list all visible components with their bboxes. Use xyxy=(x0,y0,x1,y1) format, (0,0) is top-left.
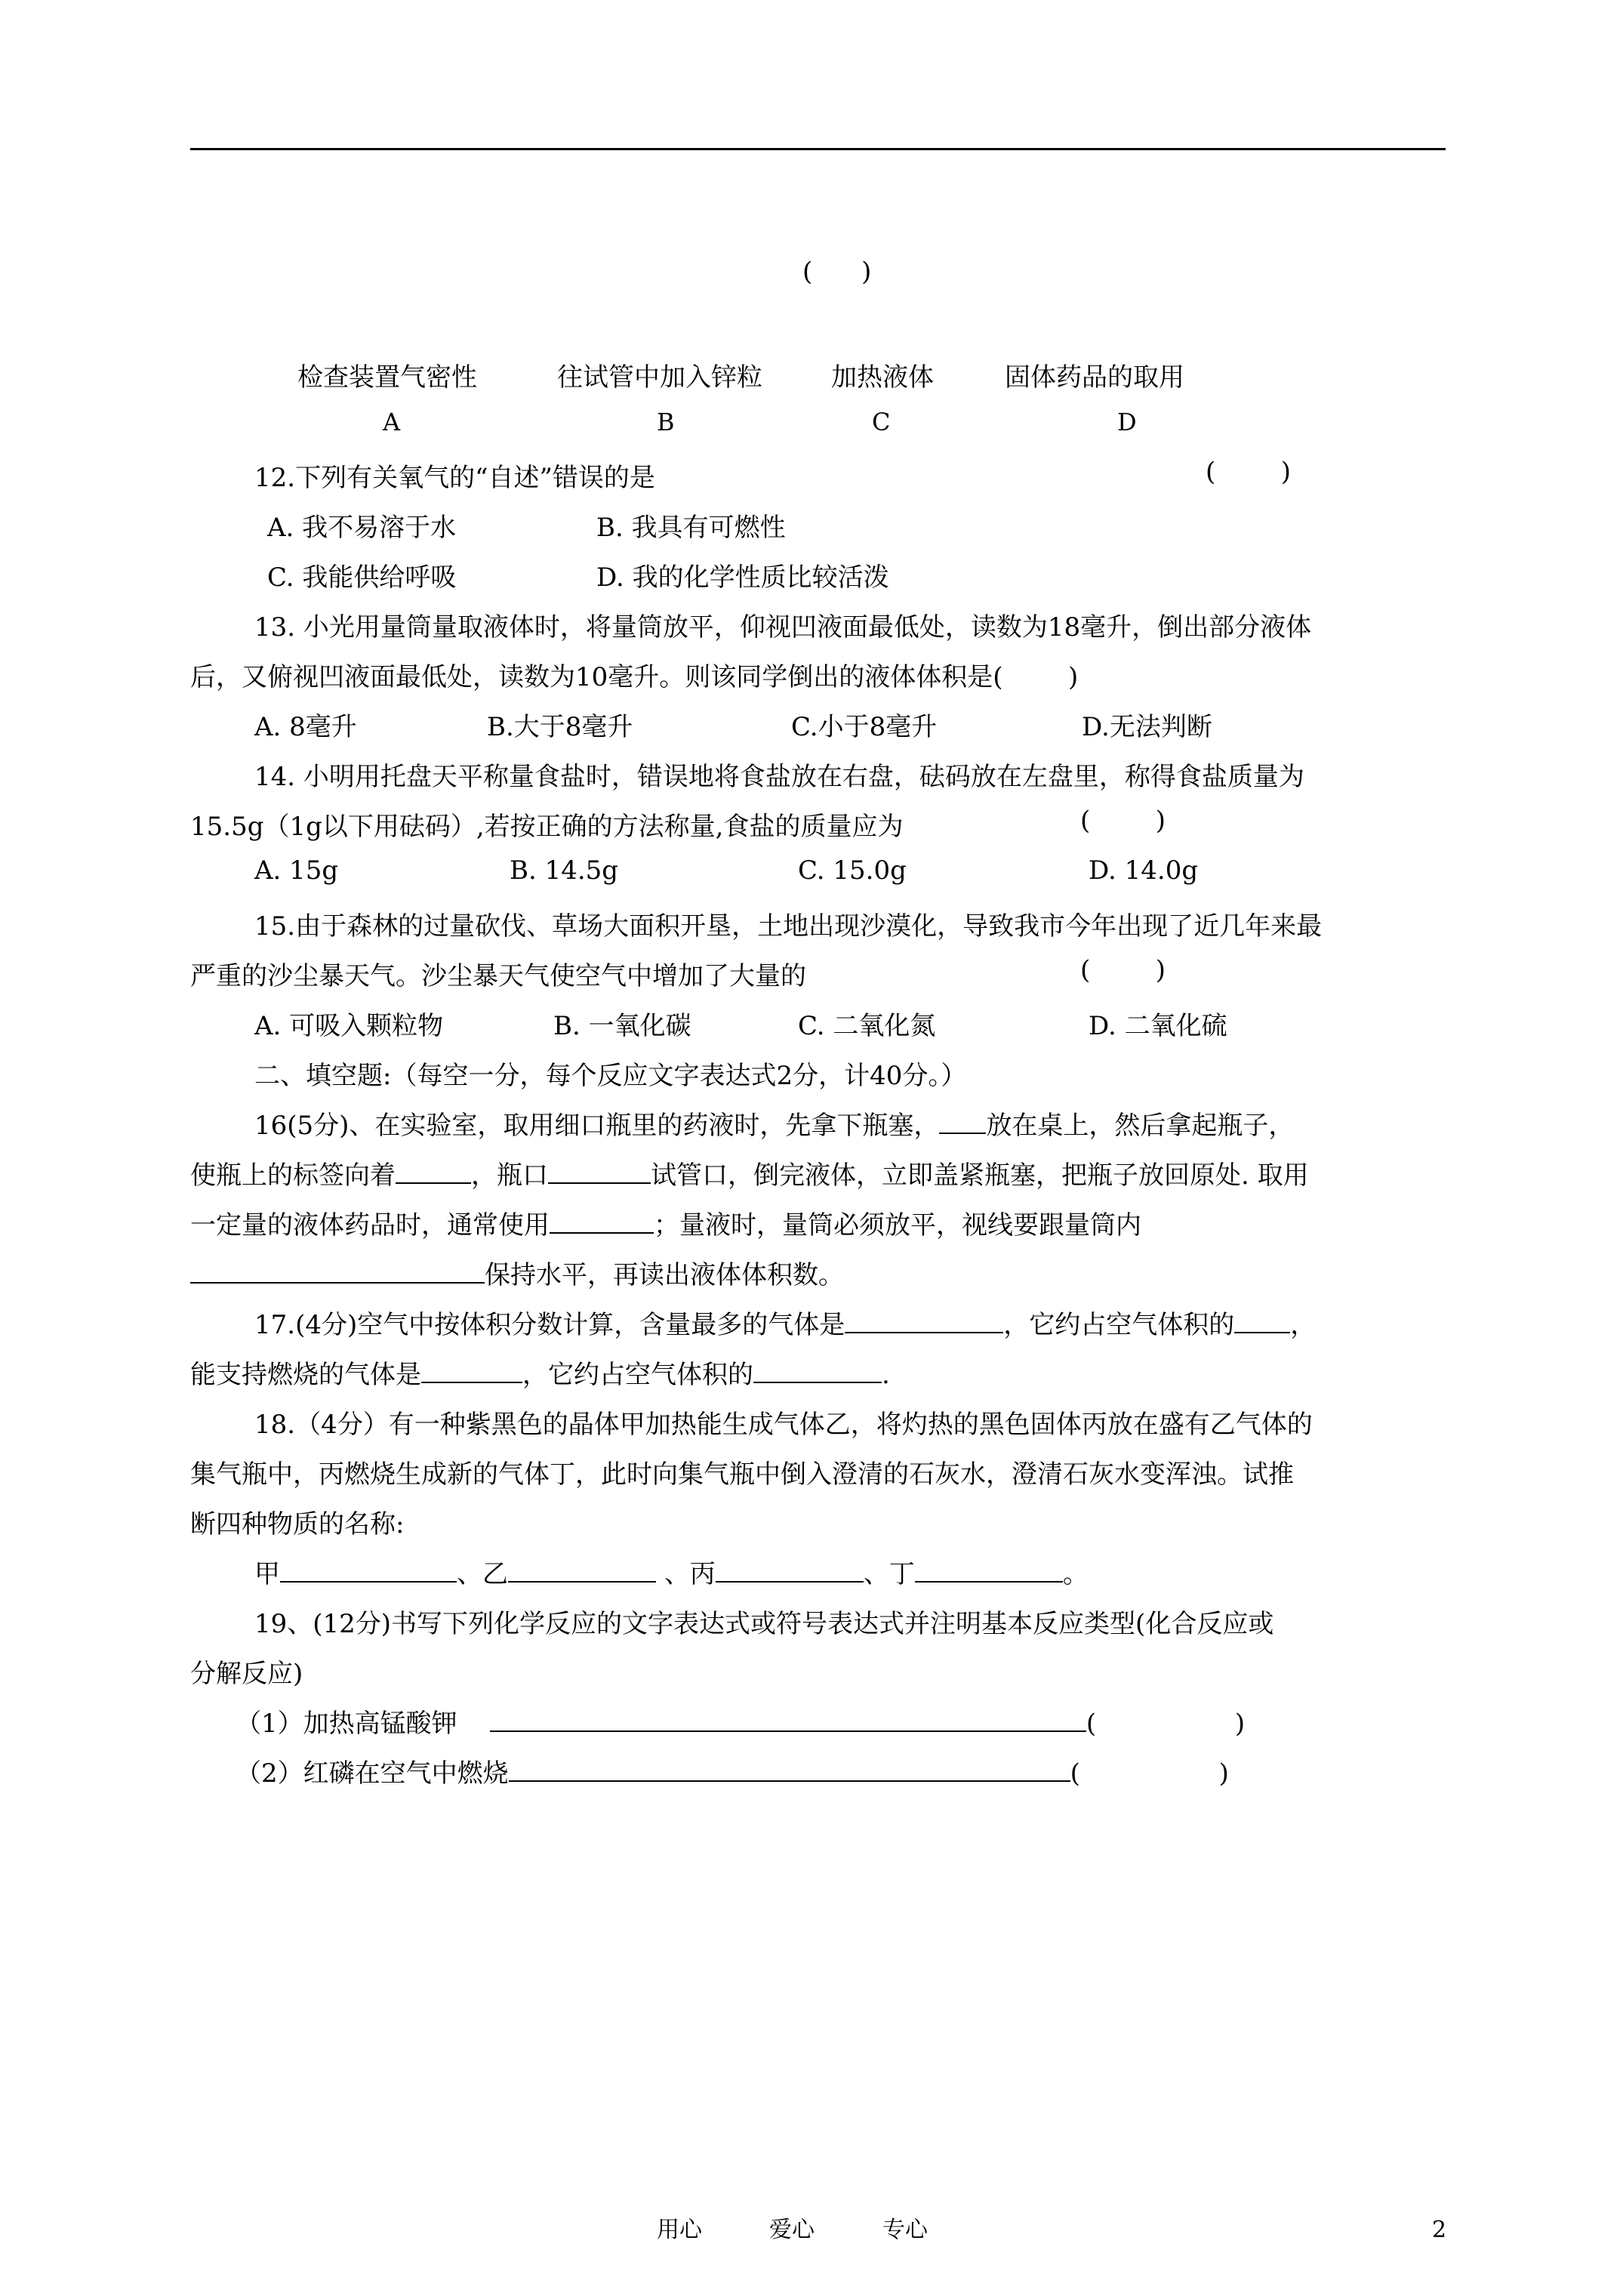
q18-line3: 断四种物质的名称: xyxy=(190,1509,405,1539)
q19-item2: （2）红磷在空气中燃烧 ( ) xyxy=(236,1752,1229,1789)
q13-line1: 13. 小光用量筒量取液体时，将量筒放平，仰视凹液面最低处，读数为18毫升，倒出部分液体 xyxy=(254,612,1312,643)
page-number: 2 xyxy=(1432,2217,1447,2243)
q17-line1: 17.(4分)空气中按体积分数计算，含量最多的气体是 ，它约占空气体积的 ， xyxy=(254,1304,1316,1341)
q15-bracket: ( ) xyxy=(1080,955,1166,985)
blank xyxy=(508,1555,656,1583)
q16-line1: 16(5分)、在实验室，取用细口瓶里的药液时，先拿下瓶塞， 放在桌上，然后拿起瓶子， xyxy=(254,1105,1294,1142)
blank xyxy=(396,1157,471,1184)
q14-option-d: D. 14.0g xyxy=(1089,855,1199,886)
figure-caption-d: 固体药品的取用 xyxy=(1005,362,1184,393)
q12-option-a: A. 我不易溶于水 xyxy=(267,513,457,543)
figure-letter-d: D xyxy=(1117,408,1137,436)
q15-option-d: D. 二氧化硫 xyxy=(1089,1011,1227,1041)
figure-letter-b: B xyxy=(657,408,675,436)
blank xyxy=(548,1157,651,1184)
q15-option-b: B. 一氧化碳 xyxy=(553,1011,691,1041)
q13-option-c: C.小于8毫升 xyxy=(791,712,938,742)
q14-line2: 15.5g（1g以下用砝码）,若按正确的方法称量,食盐的质量应为 xyxy=(190,812,904,842)
q14-bracket: ( ) xyxy=(1080,806,1166,836)
q14-line1: 14. 小明用托盘天平称量食盐时，错误地将食盐放在右盘，砝码放在左盘里，称得食盐质量为 xyxy=(254,762,1304,792)
q18-line1: 18.（4分）有一种紫黑色的晶体甲加热能生成气体乙，将灼热的黑色固体丙放在盛有乙气体的 xyxy=(254,1410,1313,1440)
q15-option-c: C. 二氧化氮 xyxy=(798,1011,936,1041)
q19-line2: 分解反应) xyxy=(190,1659,303,1689)
blank xyxy=(845,1306,1003,1333)
blank xyxy=(550,1207,654,1234)
blank xyxy=(716,1555,864,1583)
q19-line1: 19、(12分)书写下列化学反应的文字表达式或符号表达式并注明基本反应类型(化合反应或 xyxy=(254,1609,1274,1639)
blank xyxy=(190,1256,485,1284)
q16-line2: 使瓶上的标签向着 ，瓶口 试管口，倒完液体，立即盖紧瓶塞，把瓶子放回原处. 取用 xyxy=(190,1154,1309,1191)
figure-caption-b: 往试管中加入锌粒 xyxy=(557,362,762,393)
q13-option-a: A. 8毫升 xyxy=(254,712,357,742)
q15-line2: 严重的沙尘暴天气。沙尘暴天气使空气中增加了大量的 xyxy=(190,961,806,991)
figure-caption-c: 加热液体 xyxy=(831,362,934,393)
footer-word-2: 爱心 xyxy=(769,2217,815,2243)
figure-caption-a: 检查装置气密性 xyxy=(297,362,477,393)
q14-option-c: C. 15.0g xyxy=(798,855,907,886)
q16-line4: 保持水平，再读出液体体积数。 xyxy=(190,1254,844,1291)
q18-line2: 集气瓶中，丙燃烧生成新的气体丁，此时向集气瓶中倒入澄清的石灰水，澄清石灰水变浑浊。试推 xyxy=(190,1459,1294,1490)
q14-option-b: B. 14.5g xyxy=(510,855,619,886)
blank xyxy=(280,1555,457,1583)
footer-word-3: 专心 xyxy=(882,2217,928,2243)
q15-line1: 15.由于森林的过量砍伐、草场大面积开垦，土地出现沙漠化，导致我市今年出现了近几年来最 xyxy=(254,911,1323,942)
q18-names-line: 甲 、乙 、丙 、丁 。 xyxy=(254,1553,1089,1590)
q12-option-c: C. 我能供给呼吸 xyxy=(267,562,457,593)
q13-option-b: B.大于8毫升 xyxy=(487,712,633,742)
q15-option-a: A. 可吸入颗粒物 xyxy=(254,1011,444,1041)
q19-item1: （1）加热高锰酸钾 ( ) xyxy=(236,1703,1245,1740)
blank xyxy=(490,1705,1086,1732)
q16-line3: 一定量的液体药品时，通常使用 ；量液时，量筒必须放平，视线要跟量筒内 xyxy=(190,1204,1141,1241)
section-2-heading: 二、填空题:（每空一分，每个反应文字表达式2分，计40分。） xyxy=(254,1061,967,1091)
q12-bracket: ( ) xyxy=(1206,457,1291,487)
q12-stem: 12.下列有关氧气的“自述”错误的是 xyxy=(254,463,655,493)
q13-option-d: D.无法判断 xyxy=(1082,712,1212,742)
blank xyxy=(915,1555,1063,1583)
q14-option-a: A. 15g xyxy=(254,855,339,886)
figure-letter-c: C xyxy=(872,408,891,436)
header-rule xyxy=(190,148,1446,150)
blank xyxy=(421,1356,522,1383)
q13-line2: 后，又俯视凹液面最低处，读数为10毫升。则该同学倒出的液体体积是( ) xyxy=(190,662,1079,692)
q17-line2: 能支持燃烧的气体是 ，它约占空气体积的 . xyxy=(190,1354,890,1391)
blank xyxy=(753,1356,882,1383)
blank xyxy=(509,1755,1070,1782)
q12-option-d: D. 我的化学性质比较活泼 xyxy=(596,562,889,593)
q12-option-b: B. 我具有可燃性 xyxy=(596,513,786,543)
footer-word-1: 用心 xyxy=(657,2217,702,2243)
blank xyxy=(939,1107,986,1134)
figure-letter-a: A xyxy=(383,408,401,436)
top-answer-bracket: ( ) xyxy=(802,257,872,287)
blank xyxy=(1234,1306,1290,1333)
